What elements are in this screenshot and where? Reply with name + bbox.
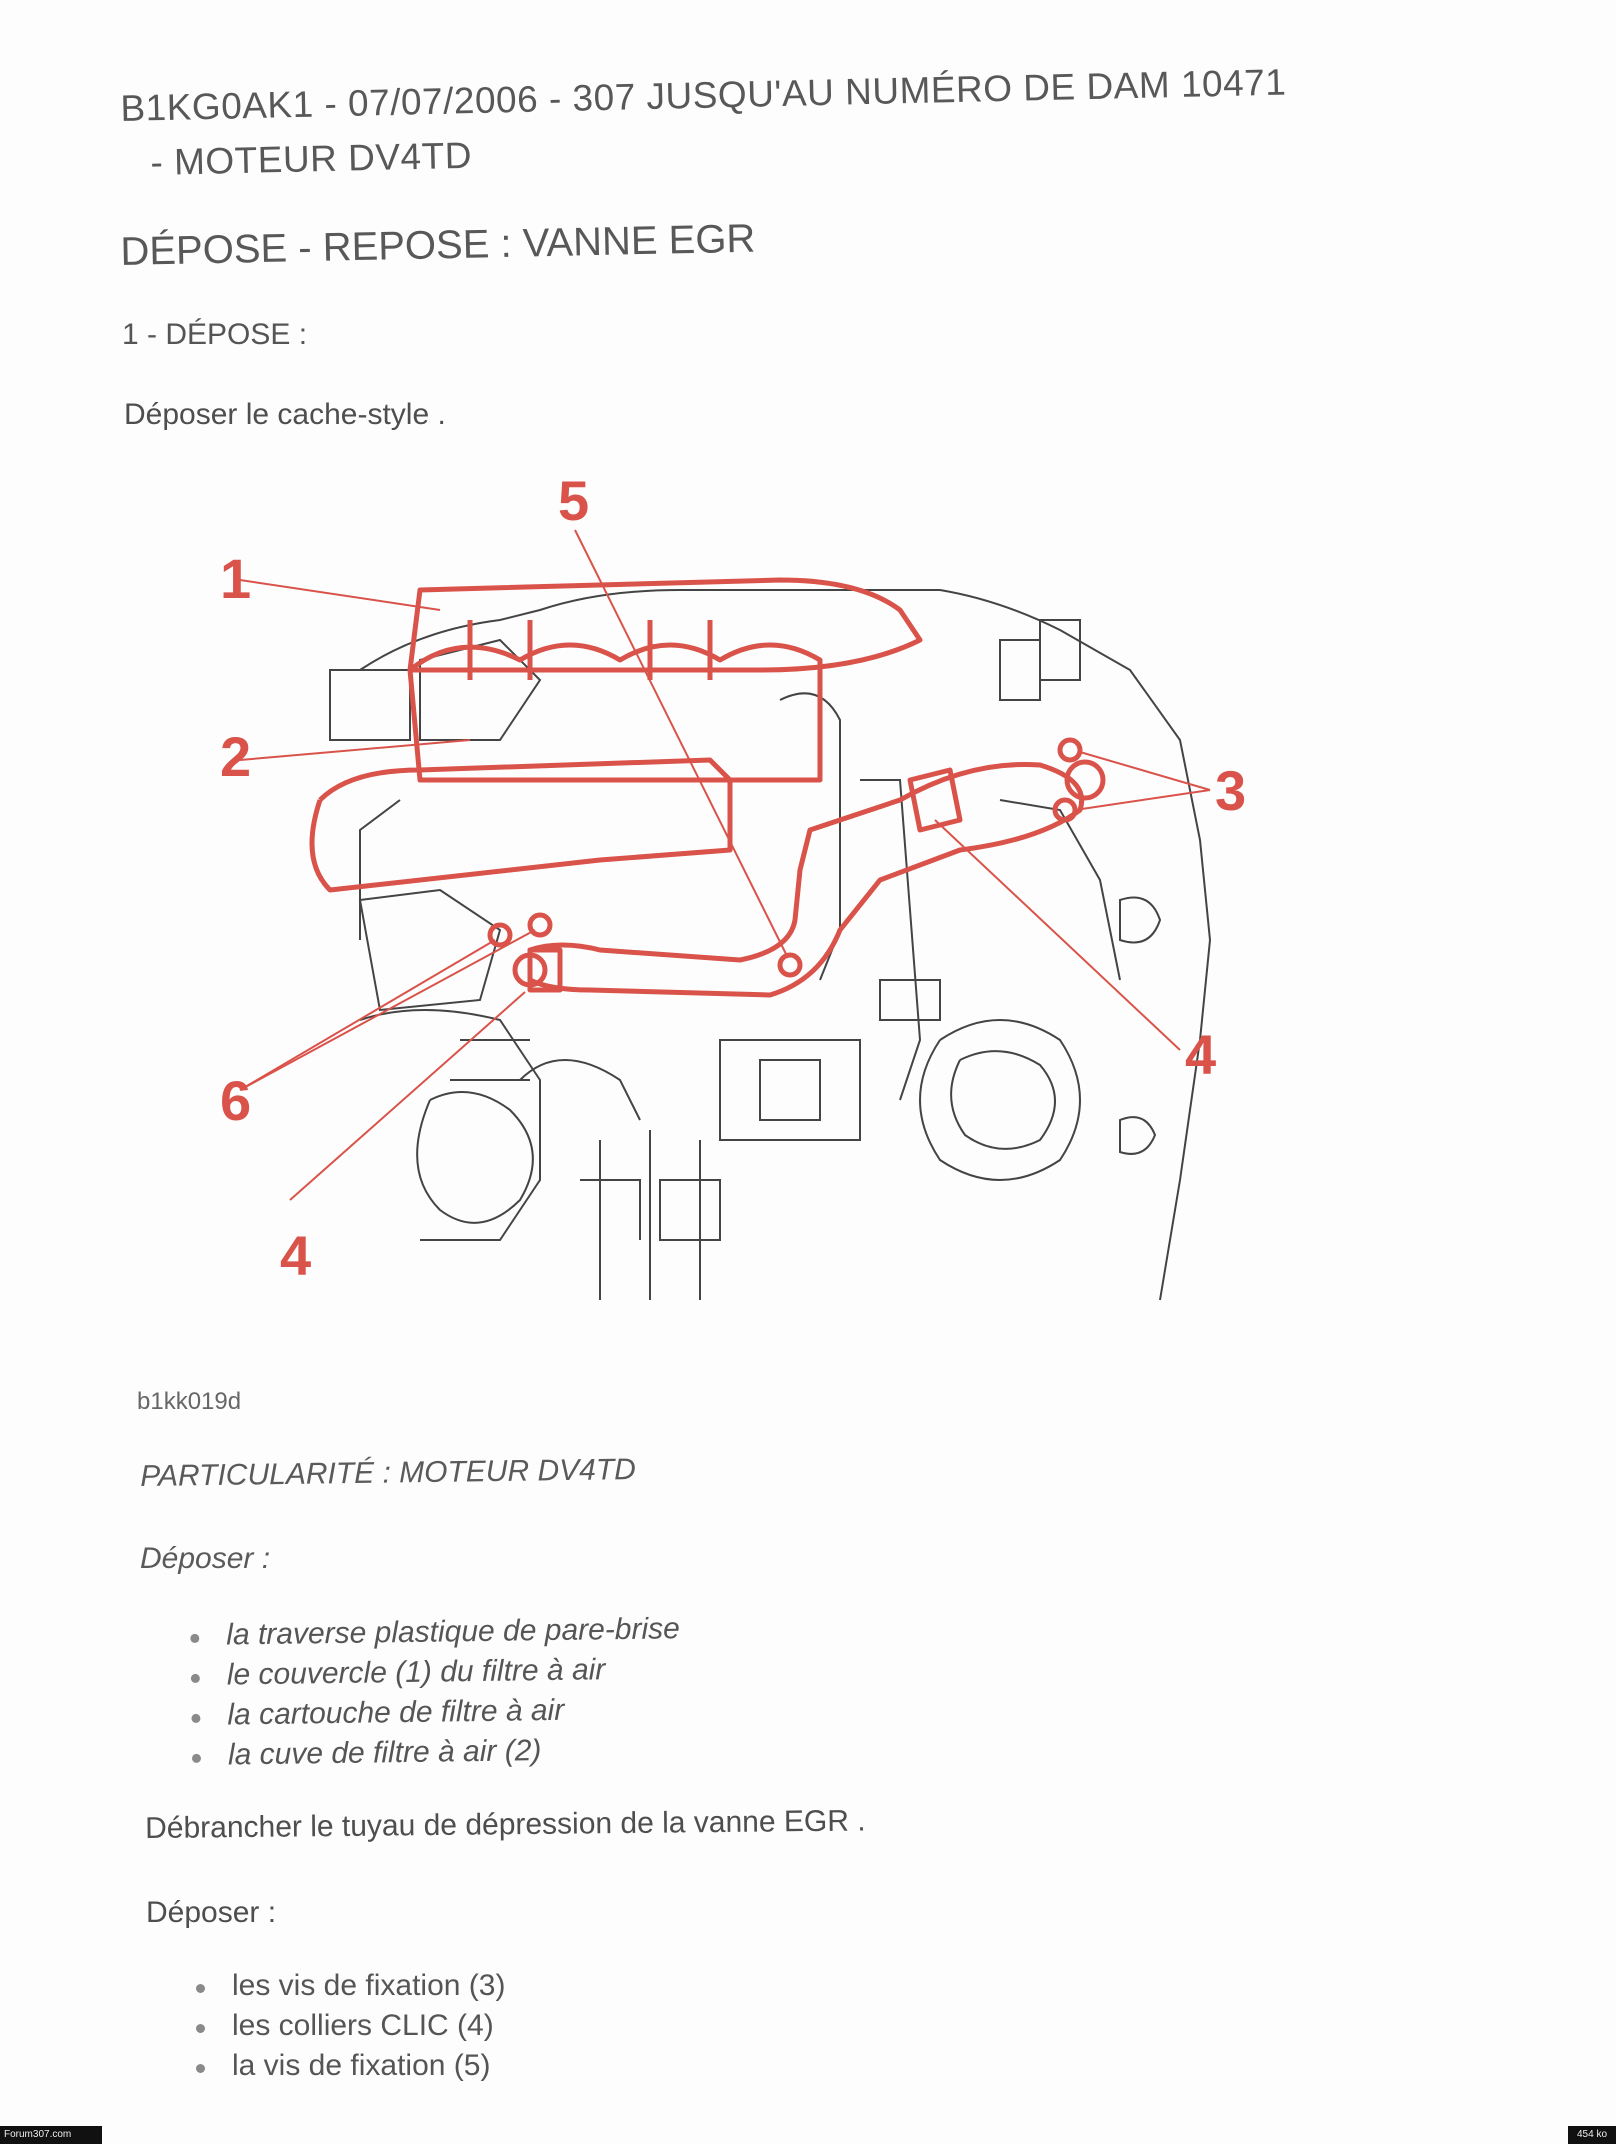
screw-3-top	[1060, 740, 1080, 760]
figure-reference: b1kk019d	[137, 1388, 242, 1415]
engine-line-art	[330, 590, 1210, 1300]
vacuum-instruction: Débrancher le tuyau de dépression de la vanne EGR .	[145, 1804, 866, 1845]
callout-4-right: 4	[1185, 1023, 1217, 1086]
list-item: la cuve de filtre à air (2)	[192, 1729, 682, 1776]
highlighted-parts	[312, 580, 1103, 995]
air-filter-cover	[410, 580, 920, 670]
list-item: la cartouche de filtre à air	[191, 1689, 681, 1736]
particularite-list	[190, 1609, 682, 1776]
callout-3: 3	[1215, 759, 1247, 822]
list-item: le couvercle (1) du filtre à air	[191, 1649, 681, 1696]
list-item: les vis de fixation (3)	[196, 1966, 505, 2006]
list-item: les colliers CLIC (4)	[196, 2006, 505, 2046]
footer-filesize: 454 ko	[1568, 2126, 1616, 2144]
particularite-lead: Déposer :	[140, 1542, 271, 1575]
leader-lines	[240, 530, 1210, 1200]
callout-4-left: 4	[280, 1224, 312, 1287]
callouts	[220, 469, 1246, 1287]
intro-instruction: Déposer le cache-style .	[124, 398, 446, 431]
footer-source: Forum307.com	[0, 2126, 102, 2144]
section-title: DÉPOSE - REPOSE : VANNE EGR	[120, 216, 756, 274]
document-header-line2: - MOTEUR DV4TD	[150, 134, 473, 183]
screw-5	[780, 955, 800, 975]
callout-5: 5	[558, 469, 590, 532]
step-title: 1 - DÉPOSE :	[122, 318, 308, 351]
removal-list	[196, 1966, 505, 2086]
list-item: la traverse plastique de pare-brise	[190, 1609, 680, 1656]
callout-2: 2	[220, 725, 252, 788]
document-header-line1: B1KG0AK1 - 07/07/2006 - 307 JUSQU'AU NUMÉRO DE DAM 10471	[120, 61, 1287, 129]
removal-lead: Déposer :	[146, 1896, 277, 1929]
list-item: la vis de fixation (5)	[196, 2046, 505, 2086]
callout-6: 6	[220, 1069, 252, 1132]
callout-1: 1	[220, 547, 252, 610]
engine-diagram	[220, 469, 1250, 1360]
particularite-title: PARTICULARITÉ : MOTEUR DV4TD	[140, 1453, 637, 1493]
